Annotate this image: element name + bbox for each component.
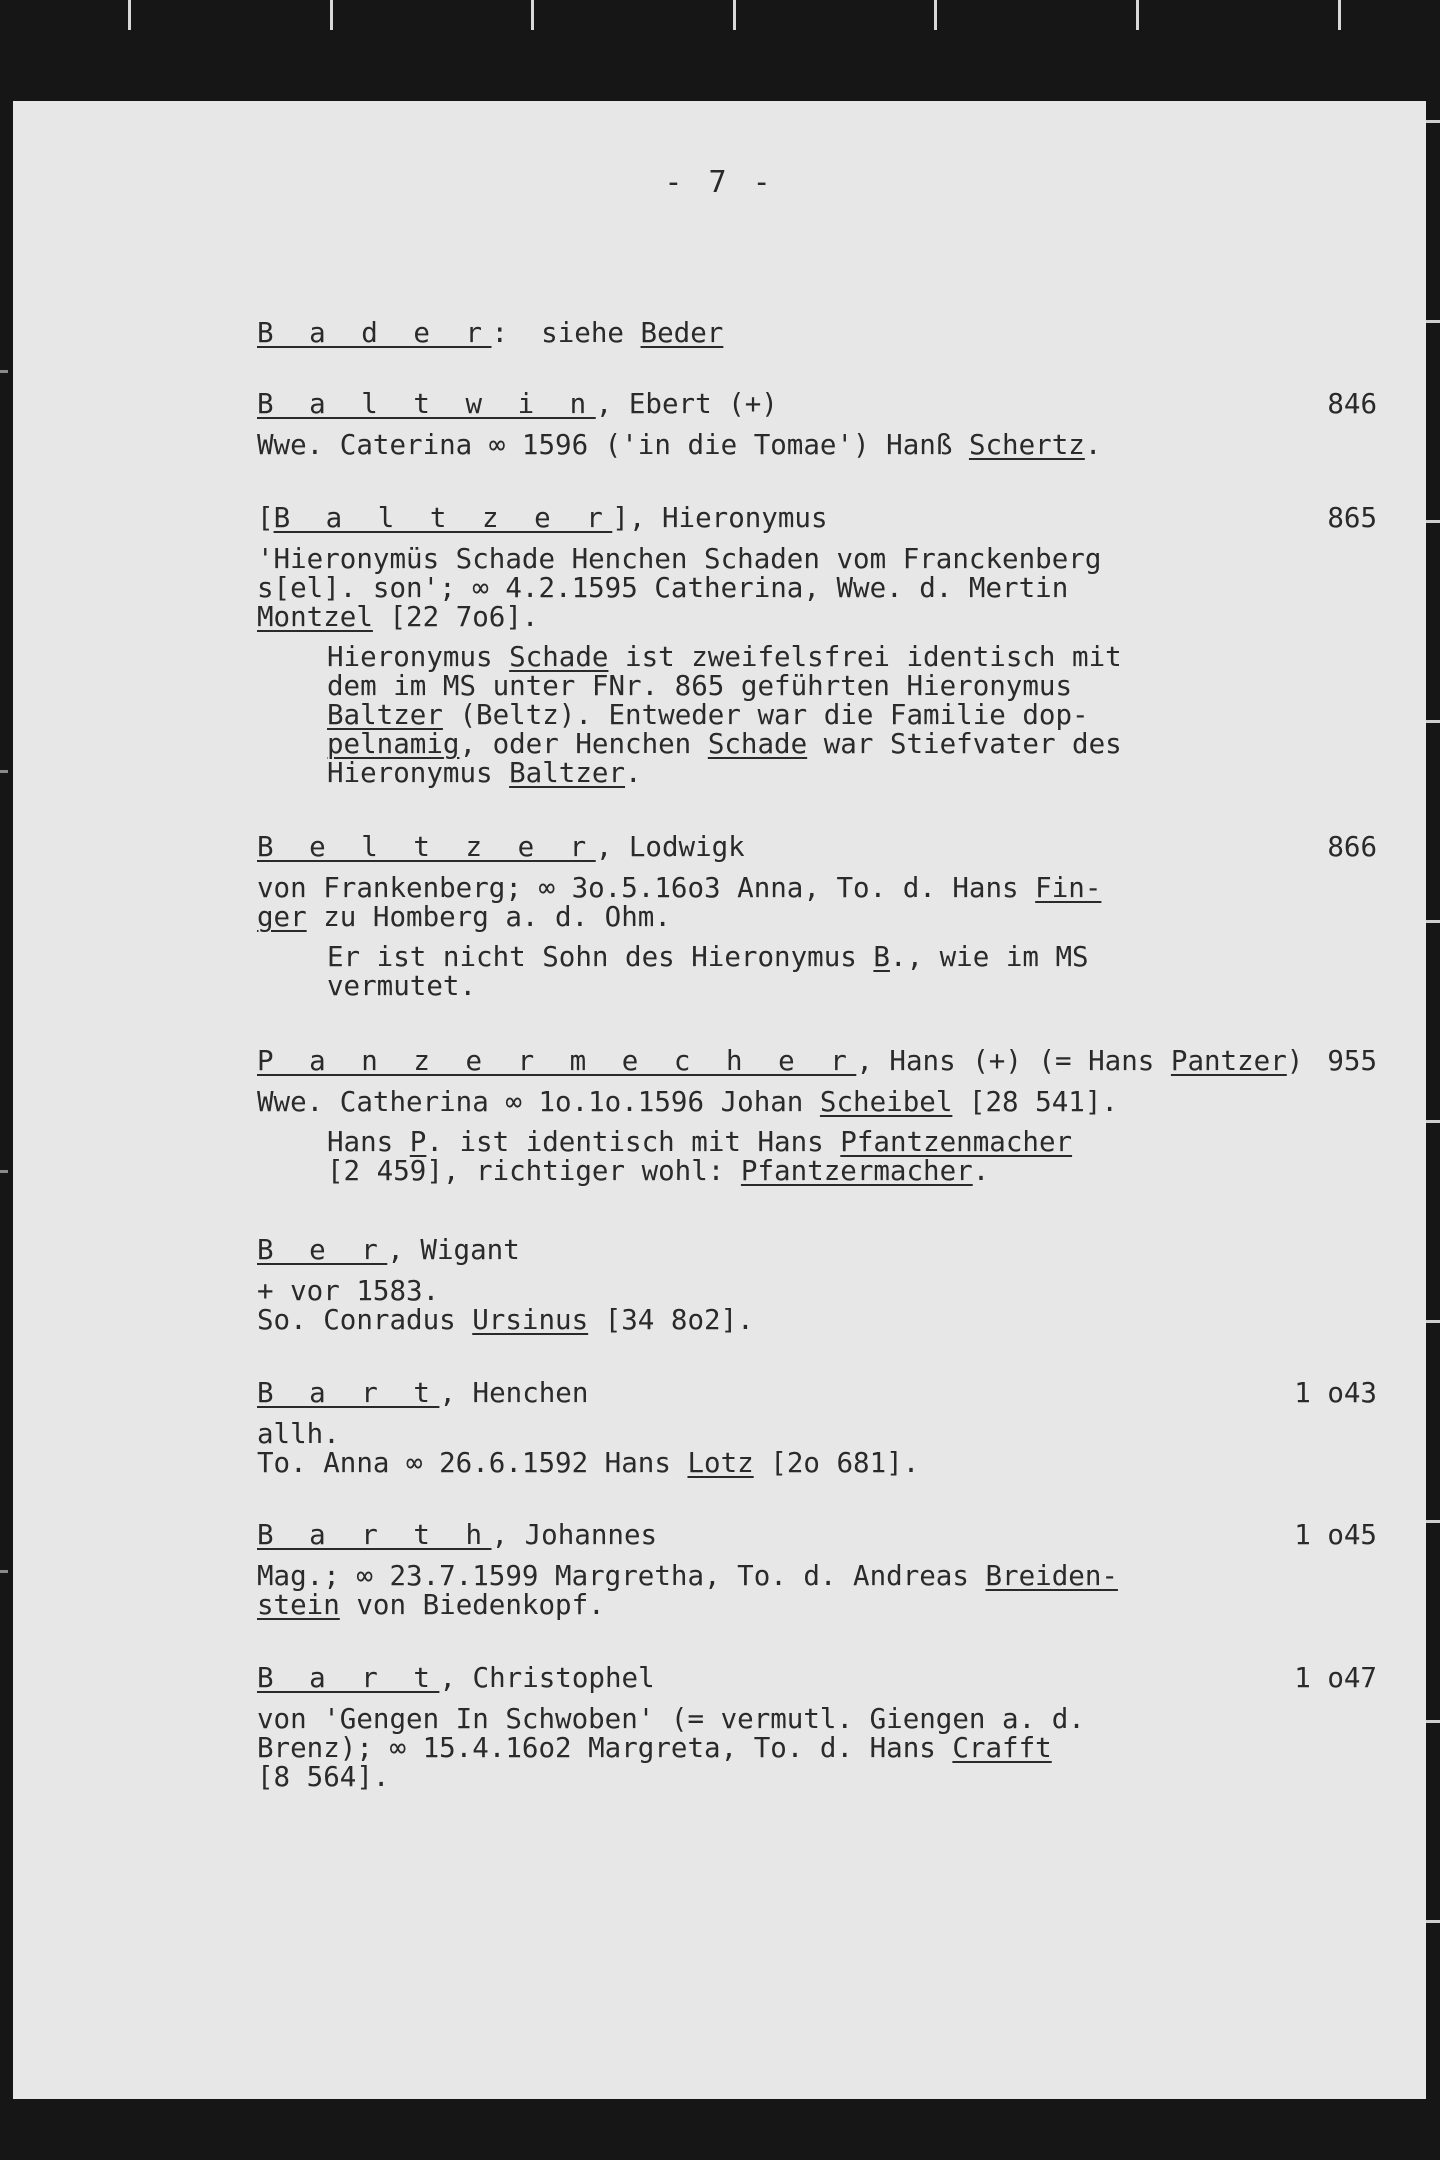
surname: B a r t bbox=[257, 1377, 440, 1409]
surname: B a r t h bbox=[257, 1519, 492, 1551]
film-tick bbox=[0, 1570, 8, 1573]
family-number: 846 bbox=[1327, 388, 1377, 420]
surname: B e l t z e r bbox=[257, 831, 596, 863]
entry-text: 'Hieronymüs Schade Henchen Schaden vom Franckenberg s[el]. son'; ∞ 4.2.1595 Catherina, Wwe. d. Mertin Montzel [22 7o6]. bbox=[257, 543, 1102, 633]
entry-text: + vor 1583. So. Conradus Ursinus [34 8o2]. bbox=[257, 1275, 754, 1336]
surname: B a l t z e r bbox=[273, 502, 613, 534]
entry-header: [B a l t z e r], Hieronymus 865 bbox=[257, 502, 1377, 534]
film-tick bbox=[1338, 0, 1341, 30]
entry-text: Wwe. Catherina ∞ 1o.1o.1596 Johan Scheibel [28 541]. bbox=[257, 1086, 1118, 1118]
document-page bbox=[13, 101, 1426, 2099]
entry-text: von Frankenberg; ∞ 3o.5.16o3 Anna, To. d. Hans Fin- ger zu Homberg a. d. Ohm. bbox=[257, 872, 1102, 933]
surname: B a l t w i n bbox=[257, 388, 596, 420]
family-number: 1 o45 bbox=[1294, 1519, 1377, 1551]
film-tick bbox=[0, 770, 8, 773]
entry-header: B a d e r: siehe Beder bbox=[257, 317, 724, 349]
entry-header: B e l t z e r, Lodwigk 866 bbox=[257, 831, 1377, 863]
entry-baltwin bbox=[257, 390, 1377, 460]
entry-header: B e r, Wigant bbox=[257, 1234, 520, 1266]
entry-bader bbox=[257, 319, 1377, 351]
entry-note: Hans P. ist identisch mit Hans Pfantzenmacher [2 459], richtiger wohl: Pfantzermacher. bbox=[327, 1126, 1073, 1187]
entry-header: B a l t w i n, Ebert (+) 846 bbox=[257, 388, 1377, 420]
family-number: 955 bbox=[1327, 1045, 1377, 1077]
entry-baltzer bbox=[257, 504, 1377, 788]
family-number: 865 bbox=[1327, 502, 1377, 534]
entry-note: Er ist nicht Sohn des Hieronymus B., wie im MS vermutet. bbox=[327, 941, 1089, 1002]
film-tick bbox=[531, 0, 534, 30]
entry-header: P a n z e r m e c h e r, Hans (+) (= Hans Pantzer) 955 bbox=[257, 1045, 1377, 1077]
film-tick bbox=[934, 0, 937, 30]
entry-header: B a r t h, Johannes 1 o45 bbox=[257, 1519, 1377, 1551]
film-tick bbox=[0, 1170, 8, 1173]
entry-barth bbox=[257, 1521, 1377, 1620]
page-number: - 7 - bbox=[664, 165, 775, 200]
entry-bart-christophel bbox=[257, 1664, 1377, 1792]
surname: P a n z e r m e c h e r bbox=[257, 1045, 857, 1077]
entry-text: allh. To. Anna ∞ 26.6.1592 Hans Lotz [2o 681]. bbox=[257, 1418, 920, 1479]
surname: B a r t bbox=[257, 1662, 440, 1694]
cross-reference: Beder bbox=[640, 317, 724, 349]
film-tick bbox=[733, 0, 736, 30]
entry-header: B a r t, Christophel 1 o47 bbox=[257, 1662, 1377, 1694]
film-tick bbox=[1136, 0, 1139, 30]
surname: B a d e r bbox=[257, 317, 492, 349]
entry-text: Mag.; ∞ 23.7.1599 Margretha, To. d. Andreas Breiden- stein von Biedenkopf. bbox=[257, 1560, 1118, 1621]
entry-text: von 'Gengen In Schwoben' (= vermutl. Giengen a. d. Brenz); ∞ 15.4.16o2 Margreta, To. d. Hans Crafft [8 564]. bbox=[257, 1703, 1085, 1793]
entry-header: B a r t, Henchen 1 o43 bbox=[257, 1377, 1377, 1409]
entry-bart-henchen bbox=[257, 1379, 1377, 1478]
entry-panzermecher bbox=[257, 1047, 1377, 1186]
surname: B e r bbox=[257, 1234, 388, 1266]
family-number: 1 o47 bbox=[1294, 1662, 1377, 1694]
film-tick bbox=[128, 0, 131, 30]
film-tick bbox=[330, 0, 333, 30]
film-tick bbox=[0, 370, 8, 373]
entry-note: Hieronymus Schade ist zweifelsfrei identisch mit dem im MS unter FNr. 865 geführten Hieronymus Baltzer (Beltz). Entweder war die Familie dop- pelnamig, oder Henchen Schade war Stiefvater des Hieronymus Baltzer. bbox=[327, 641, 1122, 789]
entry-text: Wwe. Caterina ∞ 1596 ('in die Tomae') Hanß Schertz. bbox=[257, 429, 1102, 461]
family-number: 1 o43 bbox=[1294, 1377, 1377, 1409]
entry-beltzer bbox=[257, 833, 1377, 1001]
entry-ber bbox=[257, 1236, 1377, 1335]
family-number: 866 bbox=[1327, 831, 1377, 863]
